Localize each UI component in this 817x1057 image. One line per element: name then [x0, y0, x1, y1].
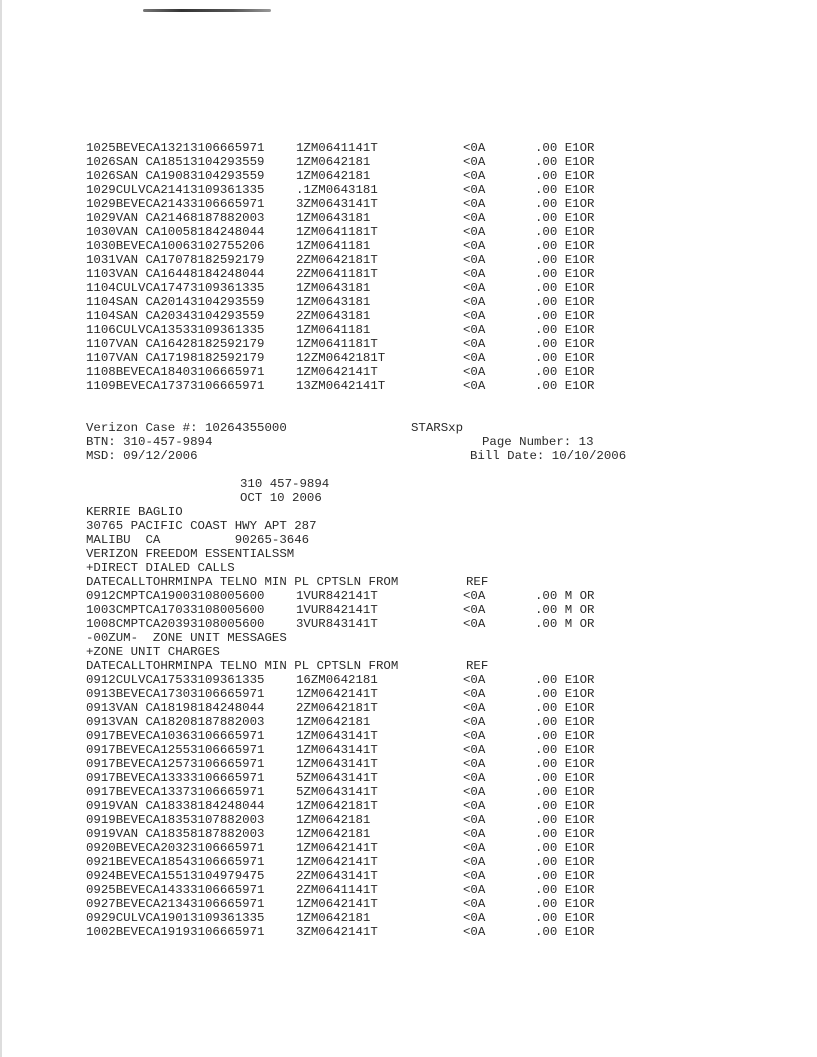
address-line-1: 30765 PACIFIC COAST HWY APT 287	[86, 519, 317, 533]
ref-code: <0A	[463, 687, 486, 701]
ref-code: <0A	[463, 351, 486, 365]
account-date: OCT 10 2006	[240, 491, 322, 505]
ref-code: <0A	[463, 729, 486, 743]
charge: .00 E1OR	[535, 925, 595, 939]
charge: .00 E1OR	[535, 295, 595, 309]
page-edge	[0, 0, 2, 1057]
rate-code: 13ZM0642141T	[296, 379, 386, 393]
rate-code: 1ZM0642181	[296, 715, 371, 729]
charge: .00 E1OR	[535, 169, 595, 183]
column-header-zone: DATECALLTOHRMINPA TELNO MIN PL CPTSLN FROM	[86, 659, 399, 673]
charge: .00 E1OR	[535, 225, 595, 239]
rate-code: 1ZM0642141T	[296, 365, 378, 379]
charge: .00 E1OR	[535, 309, 595, 323]
address-line-2: MALIBU CA 90265-3646	[86, 533, 310, 547]
account-phone: 310 457-9894	[240, 477, 330, 491]
btn-number: BTN: 310-457-9894	[86, 435, 213, 449]
rate-code: .1ZM0643181	[296, 183, 378, 197]
section-direct-dialed: +DIRECT DIALED CALLS	[86, 561, 235, 575]
column-header-ref: REF	[466, 575, 489, 589]
charge: .00 E1OR	[535, 141, 595, 155]
charge: .00 E1OR	[535, 701, 595, 715]
call-record: 1031VAN CA17078182592179	[86, 253, 265, 267]
charge: .00 E1OR	[535, 211, 595, 225]
rate-code: 1ZM0643141T	[296, 743, 378, 757]
ref-code: <0A	[463, 211, 486, 225]
ref-code: <0A	[463, 589, 486, 603]
call-record: 0919BEVECA18353107882003	[86, 813, 265, 827]
plan-name: VERIZON FREEDOM ESSENTIALSSM	[86, 547, 295, 561]
call-record: 1106CULVCA13533109361335	[86, 323, 265, 337]
call-record: 1030BEVECA10063102755206	[86, 239, 265, 253]
ref-code: <0A	[463, 169, 486, 183]
zone-messages-line: -00ZUM- ZONE UNIT MESSAGES	[86, 631, 287, 645]
rate-code: 5ZM0643141T	[296, 771, 378, 785]
rate-code: 12ZM0642181T	[296, 351, 386, 365]
call-record: 1103VAN CA16448184248044	[86, 267, 265, 281]
charge: .00 E1OR	[535, 687, 595, 701]
ref-code: <0A	[463, 155, 486, 169]
call-record: 0913VAN CA18208187882003	[86, 715, 265, 729]
ref-code: <0A	[463, 701, 486, 715]
ref-code: <0A	[463, 869, 486, 883]
charge: .00 E1OR	[535, 799, 595, 813]
charge: .00 E1OR	[535, 771, 595, 785]
call-record: 1029CULVCA21413109361335	[86, 183, 265, 197]
rate-code: 2ZM0642181T	[296, 253, 378, 267]
charge: .00 E1OR	[535, 911, 595, 925]
zone-charges-line: +ZONE UNIT CHARGES	[86, 645, 220, 659]
ref-code: <0A	[463, 309, 486, 323]
call-record: 1108BEVECA18403106665971	[86, 365, 265, 379]
call-record: 1029VAN CA21468187882003	[86, 211, 265, 225]
call-record: 0912CMPTCA19003108005600	[86, 589, 265, 603]
call-record: 1002BEVECA19193106665971	[86, 925, 265, 939]
ref-code: <0A	[463, 365, 486, 379]
ref-code: <0A	[463, 617, 486, 631]
call-record: 0920BEVECA20323106665971	[86, 841, 265, 855]
rate-code: 1ZM0641181T	[296, 225, 378, 239]
call-record: 0921BEVECA18543106665971	[86, 855, 265, 869]
charge: .00 E1OR	[535, 351, 595, 365]
ref-code: <0A	[463, 771, 486, 785]
rate-code: 1ZM0642141T	[296, 897, 378, 911]
charge: .00 E1OR	[535, 379, 595, 393]
charge: .00 M OR	[535, 603, 595, 617]
call-record: 1025BEVECA13213106665971	[86, 141, 265, 155]
call-record: 1104CULVCA17473109361335	[86, 281, 265, 295]
call-record: 1029BEVECA21433106665971	[86, 197, 265, 211]
rate-code: 1ZM0642181	[296, 911, 371, 925]
call-record: 1008CMPTCA20393108005600	[86, 617, 265, 631]
rate-code: 3ZM0642141T	[296, 925, 378, 939]
rate-code: 2ZM0641181T	[296, 267, 378, 281]
call-record: 1104SAN CA20143104293559	[86, 295, 265, 309]
ref-code: <0A	[463, 673, 486, 687]
charge: .00 E1OR	[535, 827, 595, 841]
ref-code: <0A	[463, 897, 486, 911]
system-name: STARSxp	[411, 421, 464, 435]
charge: .00 E1OR	[535, 855, 595, 869]
charge: .00 E1OR	[535, 323, 595, 337]
rate-code: 2ZM0643181	[296, 309, 371, 323]
ref-code: <0A	[463, 855, 486, 869]
ref-code: <0A	[463, 323, 486, 337]
rate-code: 1ZM0641141T	[296, 141, 378, 155]
call-record: 0927BEVECA21343106665971	[86, 897, 265, 911]
call-record: 1026SAN CA18513104293559	[86, 155, 265, 169]
charge: .00 E1OR	[535, 729, 595, 743]
call-record: 0919VAN CA18358187882003	[86, 827, 265, 841]
call-record: 0913BEVECA17303106665971	[86, 687, 265, 701]
rate-code: 1ZM0641181	[296, 323, 371, 337]
ref-code: <0A	[463, 799, 486, 813]
charge: .00 E1OR	[535, 239, 595, 253]
ref-code: <0A	[463, 337, 486, 351]
ref-code: <0A	[463, 883, 486, 897]
rate-code: 3ZM0643141T	[296, 197, 378, 211]
ref-code: <0A	[463, 267, 486, 281]
call-record: 0912CULVCA17533109361335	[86, 673, 265, 687]
charge: .00 E1OR	[535, 267, 595, 281]
call-record: 0917BEVECA12553106665971	[86, 743, 265, 757]
call-record: 1107VAN CA17198182592179	[86, 351, 265, 365]
charge: .00 E1OR	[535, 715, 595, 729]
ref-code: <0A	[463, 841, 486, 855]
ref-code: <0A	[463, 379, 486, 393]
call-record: 1109BEVECA17373106665971	[86, 379, 265, 393]
charge: .00 E1OR	[535, 743, 595, 757]
call-record: 0913VAN CA18198184248044	[86, 701, 265, 715]
ref-code: <0A	[463, 785, 486, 799]
rate-code: 1ZM0643141T	[296, 757, 378, 771]
case-number: Verizon Case #: 10264355000	[86, 421, 287, 435]
call-record: 0919VAN CA18338184248044	[86, 799, 265, 813]
call-record: 0917BEVECA13373106665971	[86, 785, 265, 799]
call-record: 0929CULVCA19013109361335	[86, 911, 265, 925]
charge: .00 E1OR	[535, 757, 595, 771]
charge: .00 E1OR	[535, 785, 595, 799]
column-header-zone-ref: REF	[466, 659, 489, 673]
charge: .00 E1OR	[535, 281, 595, 295]
call-record: 0917BEVECA12573106665971	[86, 757, 265, 771]
call-record: 0925BEVECA14333106665971	[86, 883, 265, 897]
column-header: DATECALLTOHRMINPA TELNO MIN PL CPTSLN FROM	[86, 575, 399, 589]
rate-code: 1VUR842141T	[296, 589, 378, 603]
rate-code: 1ZM0642181	[296, 169, 371, 183]
rate-code: 1ZM0643141T	[296, 729, 378, 743]
ref-code: <0A	[463, 253, 486, 267]
charge: .00 E1OR	[535, 869, 595, 883]
ref-code: <0A	[463, 295, 486, 309]
call-record: 1026SAN CA19083104293559	[86, 169, 265, 183]
charge: .00 E1OR	[535, 183, 595, 197]
ref-code: <0A	[463, 743, 486, 757]
rate-code: 16ZM0642181	[296, 673, 378, 687]
charge: .00 M OR	[535, 589, 595, 603]
charge: .00 E1OR	[535, 337, 595, 351]
ref-code: <0A	[463, 715, 486, 729]
ref-code: <0A	[463, 141, 486, 155]
call-record: 1030VAN CA10058184248044	[86, 225, 265, 239]
charge: .00 E1OR	[535, 673, 595, 687]
rate-code: 1ZM0643181	[296, 281, 371, 295]
ref-code: <0A	[463, 603, 486, 617]
ref-code: <0A	[463, 911, 486, 925]
ref-code: <0A	[463, 925, 486, 939]
charge: .00 E1OR	[535, 197, 595, 211]
rate-code: 3VUR843141T	[296, 617, 378, 631]
charge: .00 E1OR	[535, 841, 595, 855]
call-record: 0917BEVECA13333106665971	[86, 771, 265, 785]
charge: .00 E1OR	[535, 155, 595, 169]
page-number: Page Number: 13	[482, 435, 594, 449]
charge: .00 E1OR	[535, 897, 595, 911]
ref-code: <0A	[463, 183, 486, 197]
rate-code: 1ZM0641181	[296, 239, 371, 253]
call-record: 0924BEVECA15513104979475	[86, 869, 265, 883]
rate-code: 1ZM0642181	[296, 827, 371, 841]
rate-code: 1ZM0642141T	[296, 687, 378, 701]
rate-code: 1ZM0643181	[296, 295, 371, 309]
rate-code: 1ZM0642181T	[296, 799, 378, 813]
rate-code: 1VUR842141T	[296, 603, 378, 617]
rate-code: 2ZM0641141T	[296, 883, 378, 897]
scan-mark	[143, 9, 271, 12]
ref-code: <0A	[463, 827, 486, 841]
charge: .00 E1OR	[535, 883, 595, 897]
call-record: 1104SAN CA20343104293559	[86, 309, 265, 323]
ref-code: <0A	[463, 813, 486, 827]
call-record: 0917BEVECA10363106665971	[86, 729, 265, 743]
call-record: 1003CMPTCA17033108005600	[86, 603, 265, 617]
bill-date: Bill Date: 10/10/2006	[470, 449, 627, 463]
call-record: 1107VAN CA16428182592179	[86, 337, 265, 351]
ref-code: <0A	[463, 225, 486, 239]
charge: .00 M OR	[535, 617, 595, 631]
rate-code: 1ZM0642141T	[296, 855, 378, 869]
customer-name: KERRIE BAGLIO	[86, 505, 183, 519]
ref-code: <0A	[463, 239, 486, 253]
rate-code: 2ZM0642181T	[296, 701, 378, 715]
charge: .00 E1OR	[535, 365, 595, 379]
rate-code: 1ZM0641181T	[296, 337, 378, 351]
ref-code: <0A	[463, 757, 486, 771]
ref-code: <0A	[463, 197, 486, 211]
rate-code: 5ZM0643141T	[296, 785, 378, 799]
rate-code: 1ZM0643181	[296, 211, 371, 225]
msd-date: MSD: 09/12/2006	[86, 449, 198, 463]
rate-code: 1ZM0642141T	[296, 841, 378, 855]
charge: .00 E1OR	[535, 253, 595, 267]
charge: .00 E1OR	[535, 813, 595, 827]
rate-code: 1ZM0642181	[296, 155, 371, 169]
rate-code: 1ZM0642181	[296, 813, 371, 827]
rate-code: 2ZM0643141T	[296, 869, 378, 883]
ref-code: <0A	[463, 281, 486, 295]
